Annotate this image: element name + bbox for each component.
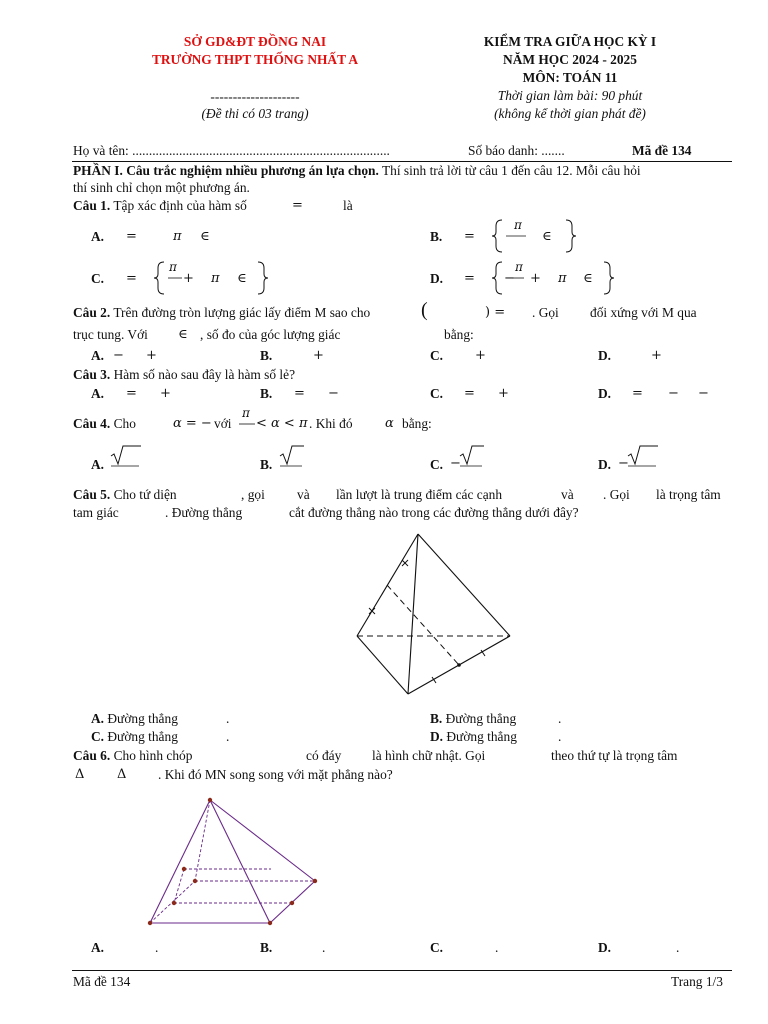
q5-latrongtam: là trọng tâm xyxy=(656,487,721,502)
q1-option-b[interactable]: B. xyxy=(430,229,443,244)
q6-lahcn: là hình chữ nhật. Gọi xyxy=(372,748,486,763)
q5-option-a[interactable]: A. Đường thẳng xyxy=(91,711,178,726)
school-name: TRƯỜNG THPT THỐNG NHẤT A xyxy=(151,52,359,67)
q2-paren-open: ( xyxy=(421,299,428,321)
q3-text: Hàm số nào sau đây là hàm số lẻ? xyxy=(110,367,296,382)
q2-eq: ) = xyxy=(485,305,506,320)
q5-option-b[interactable]: B. Đường thẳng xyxy=(430,711,517,726)
q4-pi-num: π xyxy=(242,406,250,420)
q2-option-b[interactable]: B. xyxy=(260,348,273,363)
q5-line2b: . Đường thẳng xyxy=(165,505,243,520)
q3-label: Câu 3. xyxy=(73,367,111,382)
q4-alpha-eq: α = − xyxy=(173,416,212,431)
q3-c-eq: = xyxy=(464,386,475,401)
q3-d-minus1: − xyxy=(668,386,679,401)
q1-b-eq: = xyxy=(464,229,475,244)
q2-c-plus: + xyxy=(475,348,486,363)
q4-b-sqrt xyxy=(278,444,306,468)
q1-d-pi2: π xyxy=(558,271,567,286)
part1-intro xyxy=(73,163,641,179)
student-name-field: Họ và tên: ............................................................................. xyxy=(73,143,390,158)
q6-option-d[interactable]: D. xyxy=(598,940,612,955)
q1-d-eq: = xyxy=(464,271,475,286)
q2-a-minus: − xyxy=(113,348,124,363)
exam-code: Mã đề 134 xyxy=(632,143,692,158)
q6-delta2: Δ xyxy=(117,767,127,782)
header-dashes: -------------------- xyxy=(210,89,300,104)
q1-option-d[interactable]: D. xyxy=(430,271,444,286)
q2-text: Trên đường tròn lượng giác lấy điểm M sao cho xyxy=(110,305,371,320)
q5-option-d[interactable]: D. Đường thẳng xyxy=(430,729,517,744)
q2-line2b: , số đo của góc lượng giác xyxy=(200,327,341,342)
question-4 xyxy=(73,416,136,432)
q1-c-eq: = xyxy=(126,271,137,286)
q6-pyramid-figure xyxy=(140,790,330,930)
q5-line2a: tam giác xyxy=(73,505,119,520)
q4-d-sqrt xyxy=(626,444,660,468)
time-limit: Thời gian làm bài: 90 phút xyxy=(497,88,643,103)
q1-a-in: ∈ xyxy=(200,229,210,244)
q6-option-c[interactable]: C. xyxy=(430,940,444,955)
part1-title: PHẦN I. Câu trắc nghiệm nhiều phương án lựa chọn. xyxy=(73,163,379,178)
q5-c-dot: . xyxy=(226,729,230,744)
q4-option-b[interactable]: B. xyxy=(260,457,273,472)
q1-d-plus: + xyxy=(530,271,541,286)
q1-d-pi: π xyxy=(515,260,523,274)
q5-d-dot: . xyxy=(558,729,562,744)
question-6 xyxy=(73,748,192,764)
page-count-note: (Đề thi có 03 trang) xyxy=(201,106,309,121)
q1-text: Tập xác định của hàm số xyxy=(110,198,247,213)
q1-label: Câu 1. xyxy=(73,198,111,213)
q6-label: Câu 6. xyxy=(73,748,111,763)
footer-page-number: Trang 1/3 xyxy=(671,974,723,989)
part1-desc-1: Thí sinh trả lời từ câu 1 đến câu 12. Mỗi câu hỏi xyxy=(378,163,641,178)
q6-option-b[interactable]: B. xyxy=(260,940,273,955)
q1-d-minus: − xyxy=(504,271,515,286)
q4-alpha: α xyxy=(385,416,394,431)
exam-title: KIỂM TRA GIỮA HỌC KỲ I xyxy=(483,34,657,49)
q2-label: Câu 2. xyxy=(73,305,111,320)
q6-c-dot: . xyxy=(495,940,499,955)
header-divider xyxy=(72,161,732,162)
q5-text: Cho tứ diện xyxy=(110,487,177,502)
q4-c-minus: − xyxy=(450,456,461,471)
school-year: NĂM HỌC 2024 - 2025 xyxy=(503,52,637,67)
question-5 xyxy=(73,487,177,503)
q4-option-c[interactable]: C. xyxy=(430,457,444,472)
q4-a-sqrt xyxy=(109,444,143,468)
q4-d-minus: − xyxy=(618,456,629,471)
q4-khi: . Khi đó xyxy=(309,416,353,431)
q5-option-c[interactable]: C. Đường thẳng xyxy=(91,729,178,744)
q3-option-c[interactable]: C. xyxy=(430,386,444,401)
q4-c-sqrt xyxy=(458,444,486,468)
q6-a-dot: . xyxy=(155,940,159,955)
q4-label: Câu 4. xyxy=(73,416,111,431)
q6-line2: . Khi đó MN song song với mặt phẳng nào? xyxy=(158,767,393,782)
q2-text2: đối xứng với M qua xyxy=(590,305,697,320)
q2-goi: . Gọi xyxy=(532,305,559,320)
q1-b-pi: π xyxy=(514,218,522,232)
q3-option-b[interactable]: B. xyxy=(260,386,273,401)
q5-line2c: cắt đường thẳng nào trong các đường thẳng dưới đây? xyxy=(289,505,579,520)
subject: MÔN: TOÁN 11 xyxy=(522,70,618,85)
q2-in: ∈ xyxy=(178,327,188,342)
q6-theo: theo thứ tự là trọng tâm xyxy=(551,748,678,763)
q4-ineq: < α < π xyxy=(256,416,308,431)
q6-coday: có đáy xyxy=(306,748,342,763)
q5-label: Câu 5. xyxy=(73,487,111,502)
q1-a-eq: = xyxy=(126,229,137,244)
q1-b-in: ∈ xyxy=(542,229,552,244)
student-id-field: Số báo danh: ....... xyxy=(468,143,565,158)
time-note: (không kể thời gian phát đề) xyxy=(494,106,646,121)
q2-option-d[interactable]: D. xyxy=(598,348,612,363)
q5-va2: và xyxy=(561,487,574,502)
q3-d-minus2: − xyxy=(698,386,709,401)
q1-a-pi: π xyxy=(173,229,182,244)
q1-option-a[interactable]: A. xyxy=(91,229,105,244)
q1-d-in: ∈ xyxy=(583,271,593,286)
q1-b-set xyxy=(492,216,582,256)
q2-d-plus: + xyxy=(651,348,662,363)
q3-a-eq: = xyxy=(126,386,137,401)
q6-delta1: Δ xyxy=(75,767,85,782)
question-3 xyxy=(73,367,295,383)
department-name: SỞ GD&ĐT ĐỒNG NAI xyxy=(183,34,327,49)
q5-tetrahedron-figure xyxy=(350,530,520,700)
q3-c-plus: + xyxy=(498,386,509,401)
q3-option-a[interactable]: A. xyxy=(91,386,105,401)
q1-tail: là xyxy=(343,198,353,213)
q3-option-d[interactable]: D. xyxy=(598,386,612,401)
q2-line2a: trục tung. Với xyxy=(73,327,148,342)
q1-c-plus: + xyxy=(183,271,194,286)
q2-option-a[interactable]: A. xyxy=(91,348,105,363)
footer-exam-code: Mã đề 134 xyxy=(73,974,131,989)
question-1 xyxy=(73,198,247,214)
q6-b-dot: . xyxy=(322,940,326,955)
q1-option-c[interactable]: C. xyxy=(91,271,105,286)
q4-text: Cho xyxy=(110,416,136,431)
q1-c-in: ∈ xyxy=(237,271,247,286)
q5-lanluot: lần lượt là trung điểm các cạnh xyxy=(336,487,503,502)
q4-frac-bar xyxy=(238,422,258,426)
q3-a-plus: + xyxy=(160,386,171,401)
q1-eq: = xyxy=(292,198,303,213)
q2-option-c[interactable]: C. xyxy=(430,348,444,363)
q6-option-a[interactable]: A. xyxy=(91,940,105,955)
q5-goi2: . Gọi xyxy=(603,487,630,502)
q3-b-eq: = xyxy=(294,386,305,401)
q3-b-minus: − xyxy=(328,386,339,401)
q5-a-dot: . xyxy=(226,711,230,726)
question-2 xyxy=(73,305,370,321)
q2-a-plus: + xyxy=(146,348,157,363)
q5-va: và xyxy=(297,487,310,502)
q4-option-a[interactable]: A. xyxy=(91,457,105,472)
q5-goi: , gọi xyxy=(241,487,265,502)
footer-divider xyxy=(72,970,732,971)
q4-bang: bằng: xyxy=(402,416,432,431)
q6-d-dot: . xyxy=(676,940,680,955)
q1-c-pi2: π xyxy=(211,271,220,286)
q5-b-dot: . xyxy=(558,711,562,726)
q4-voi: với xyxy=(214,416,232,431)
q2-b-plus: + xyxy=(313,348,324,363)
part1-desc-2: thí sinh chỉ chọn một phương án. xyxy=(73,180,250,195)
q3-d-eq: = xyxy=(632,386,643,401)
q6-text: Cho hình chóp xyxy=(110,748,193,763)
q1-c-pi: π xyxy=(169,260,177,274)
q2-line2c: bằng: xyxy=(444,327,474,342)
q4-option-d[interactable]: D. xyxy=(598,457,612,472)
